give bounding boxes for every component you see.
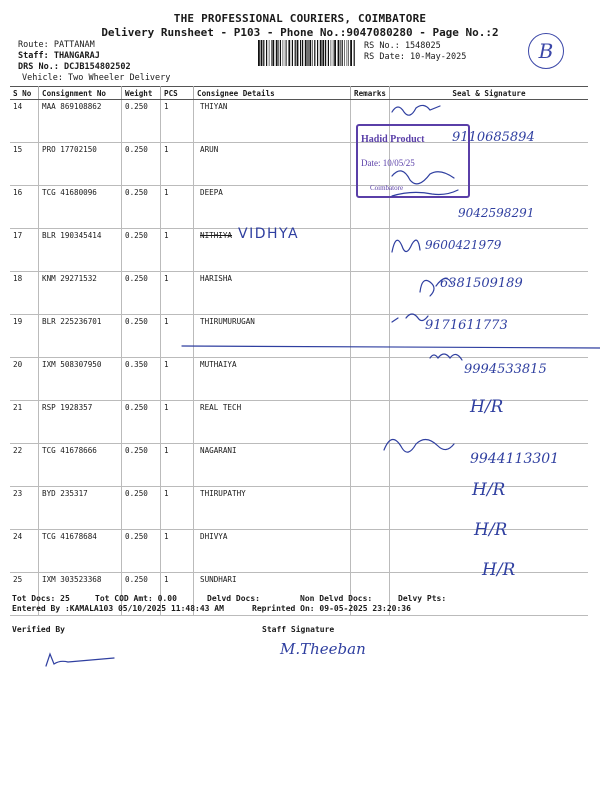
rs-number: RS No.: 1548025 [364, 41, 441, 51]
sno-cell: 21 [10, 401, 39, 444]
handwritten-phone: 9110685894 [452, 130, 535, 145]
handwritten-phone: 9042598291 [458, 206, 535, 220]
pcs-cell: 1 [161, 401, 194, 444]
col-remarks: Remarks [351, 87, 390, 100]
consignee-cell: ARUN [194, 143, 351, 186]
handwritten-name: VIDHYA [238, 226, 300, 242]
rs-date: RS Date: 10-May-2025 [364, 52, 467, 62]
reprinted-on: Reprinted On: 09-05-2025 23:20:36 [252, 604, 411, 613]
total-docs: Tot Docs: 25 [12, 594, 70, 603]
consignee-cell: THIYAN [194, 100, 351, 143]
verified-by-signature [46, 654, 114, 666]
delivered-docs: Delvd Docs: [207, 594, 260, 603]
remarks-cell [351, 358, 390, 401]
company-name: THE PROFESSIONAL COURIERS, COIMBATORE [173, 12, 427, 25]
pcs-cell: 1 [161, 573, 194, 616]
handwritten-phone: 9994533815 [464, 362, 547, 377]
consignment-number-cell: BYD 235317 [39, 487, 122, 530]
handwritten-remark: H/R [482, 560, 516, 580]
circled-page-mark: B [528, 33, 564, 69]
stamp-title: Hadid Product [361, 134, 425, 145]
consignment-number-cell: TCG 41678666 [39, 444, 122, 487]
consignee-cell: HARISHA [194, 272, 351, 315]
consignment-number-cell: BLR 190345414 [39, 229, 122, 272]
sno-cell: 20 [10, 358, 39, 401]
weight-cell: 0.250 [122, 100, 161, 143]
sno-cell: 17 [10, 229, 39, 272]
weight-cell: 0.250 [122, 530, 161, 573]
staff-signature-label: Staff Signature [262, 625, 335, 634]
pcs-cell: 1 [161, 143, 194, 186]
staff: Staff: THANGARAJ [18, 51, 100, 61]
consignment-number-cell: IXM 508307950 [39, 358, 122, 401]
handwritten-phone: 9600421979 [425, 238, 502, 252]
weight-cell: 0.250 [122, 573, 161, 616]
consignment-number-cell: TCG 41680096 [39, 186, 122, 229]
handwritten-remark: H/R [472, 480, 506, 500]
consignment-number-cell: IXM 303523368 [39, 573, 122, 616]
consignee-cell: DEEPA [194, 186, 351, 229]
sno-cell: 15 [10, 143, 39, 186]
pcs-cell: 1 [161, 186, 194, 229]
non-delivered-docs: Non Delvd Docs: [300, 594, 373, 603]
table-row [10, 143, 588, 186]
col-consignee: Consignee Details [194, 87, 351, 100]
pcs-cell: 1 [161, 315, 194, 358]
handwritten-phone: 6381509189 [440, 276, 523, 291]
total-cod: Tot COD Amt: 0.00 [95, 594, 177, 603]
weight-cell: 0.250 [122, 229, 161, 272]
consignee-cell: NITHIYA [194, 229, 351, 272]
pcs-cell: 1 [161, 358, 194, 401]
consignee-cell: MUTHAIYA [194, 358, 351, 401]
consignment-number-cell: KNM 29271532 [39, 272, 122, 315]
weight-cell: 0.250 [122, 186, 161, 229]
delivery-points: Delvy Pts: [398, 594, 447, 603]
weight-cell: 0.250 [122, 272, 161, 315]
pcs-cell: 1 [161, 229, 194, 272]
sno-cell: 25 [10, 573, 39, 616]
handwritten-phone: 9171611773 [425, 318, 508, 333]
barcode [258, 40, 356, 66]
handwritten-remark: H/R [470, 397, 504, 417]
remarks-cell [351, 315, 390, 358]
route: Route: PATTANAM [18, 40, 95, 50]
consignment-number-cell: RSP 1928357 [39, 401, 122, 444]
entered-by: Entered By :KAMALA103 05/10/2025 11:48:43 AM [12, 604, 224, 613]
consignee-cell: NAGARANI [194, 444, 351, 487]
consignee-cell: SUNDHARI [194, 573, 351, 616]
col-consignment: Consignment No [39, 87, 122, 100]
pcs-cell: 1 [161, 272, 194, 315]
weight-cell: 0.250 [122, 444, 161, 487]
stamp-city: Coimbatore [370, 184, 404, 192]
stamp-date: Date: 10/05/25 [361, 158, 415, 168]
col-weight: Weight [122, 87, 161, 100]
runsheet-title: Delivery Runsheet - P103 - Phone No.:9047080280 - Page No.:2 [101, 26, 499, 39]
sno-cell: 19 [10, 315, 39, 358]
staff-signature-handwriting: M.Theeban [280, 640, 366, 658]
sno-cell: 22 [10, 444, 39, 487]
consignee-cell: THIRUMURUGAN [194, 315, 351, 358]
pcs-cell: 1 [161, 100, 194, 143]
sno-cell: 14 [10, 100, 39, 143]
weight-cell: 0.350 [122, 358, 161, 401]
consignment-number-cell: TCG 41678684 [39, 530, 122, 573]
remarks-cell [351, 401, 390, 444]
pcs-cell: 1 [161, 444, 194, 487]
remarks-cell [351, 272, 390, 315]
consignee-cell: THIRUPATHY [194, 487, 351, 530]
col-pcs: PCS [161, 87, 194, 100]
sno-cell: 24 [10, 530, 39, 573]
weight-cell: 0.250 [122, 315, 161, 358]
pcs-cell: 1 [161, 487, 194, 530]
consignment-number-cell: PRO 17702150 [39, 143, 122, 186]
drs-number: DRS No.: DCJB154802502 [18, 62, 131, 72]
handwritten-phone: 9944113301 [470, 451, 560, 467]
remarks-cell [351, 229, 390, 272]
consignee-cell: REAL TECH [194, 401, 351, 444]
remarks-cell [351, 530, 390, 573]
consignment-number-cell: MAA 869108862 [39, 100, 122, 143]
weight-cell: 0.250 [122, 401, 161, 444]
col-seal-signature: Seal & Signature [390, 87, 588, 100]
table-header-row [10, 87, 588, 100]
remarks-cell [351, 444, 390, 487]
pcs-cell: 1 [161, 530, 194, 573]
handwritten-remark: H/R [474, 520, 508, 540]
sno-cell: 18 [10, 272, 39, 315]
sno-cell: 23 [10, 487, 39, 530]
consignee-cell: DHIVYA [194, 530, 351, 573]
consignment-number-cell: BLR 225236701 [39, 315, 122, 358]
weight-cell: 0.250 [122, 143, 161, 186]
sno-cell: 16 [10, 186, 39, 229]
col-sno: S No [10, 87, 39, 100]
vehicle: Vehicle: Two Wheeler Delivery [22, 73, 171, 83]
remarks-cell [351, 487, 390, 530]
verified-by-label: Verified By [12, 625, 65, 634]
weight-cell: 0.250 [122, 487, 161, 530]
